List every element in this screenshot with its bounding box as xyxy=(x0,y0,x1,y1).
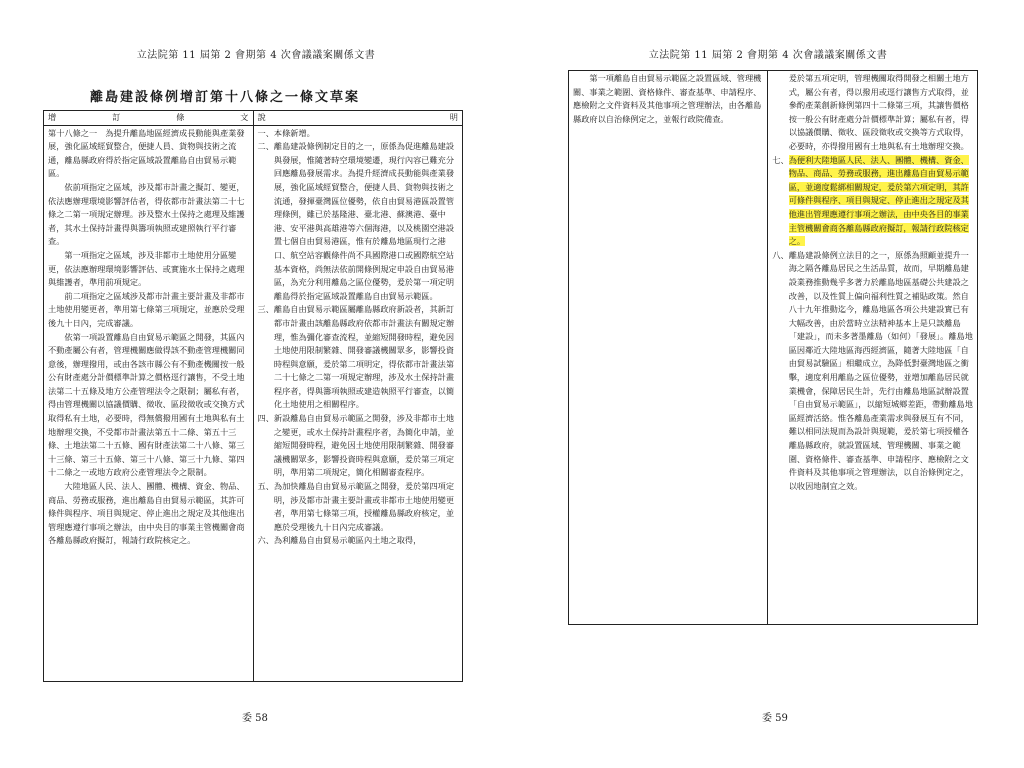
explanation-item: 五、為加快離島自由貿易示範區之開發，爰於第四項定明，涉及都市計畫主要計畫或非都市土地使用變更者，準用第七條第三項，授權離島縣政府核定，並應於受理後九十日內完成審議。 xyxy=(257,481,455,532)
explanation-item-highlighted xyxy=(772,154,973,249)
provision-paragraph: 第十八條之一 為提升離島地區經濟成長動能與產業發展，強化區域經貿整合，便捷人員、貨物與技術之流通，離島縣政府得於指定區域設置離島自由貿易示範區。 xyxy=(48,127,245,179)
page-number-left: 委 58 xyxy=(242,713,268,724)
provision-header-char: 文 xyxy=(240,112,249,122)
explanation-header-char: 明 xyxy=(449,112,458,122)
provision-paragraph: 第一項離島自由貿易示範區之設置區域、管理機關、事業之範圍、資格條件、審查基準、申請程序、應檢附之文件資料及其他事項之管理辦法，由各離島縣政府以自治條例定之，並報行政院備查。 xyxy=(573,73,762,124)
item-marker: 七、 xyxy=(772,154,789,165)
explanation-header-char: 說 xyxy=(257,112,266,122)
provision-text-cell xyxy=(44,125,254,681)
explanation-item: 四、新設離島自由貿易示範區之開發，涉及非都市土地之變更，或水土保持計畫程序者，為簡化申請，並縮短開發時程，避免因土地使用限制繁雜、開發審議機關眾多，影響投資時程與意願，爰於第三項定明，準用第二項規定，簡化相關審查程序。 xyxy=(257,413,455,478)
provision-column-header xyxy=(44,111,254,126)
page-number-right: 委 59 xyxy=(762,713,788,724)
bill-table-right xyxy=(568,70,978,625)
explanation-item: 六、為利離島自由貿易示範區內土地之取得， xyxy=(257,535,422,546)
provision-paragraph: 前二項指定之區域涉及都市計畫主要計畫及非都市土地使用變更者，準用第七條第三項規定，並應於受理後九十日內，完成審議。 xyxy=(48,290,245,328)
explanation-item: 一、本條新增。 xyxy=(257,127,315,138)
bill-table-left xyxy=(43,110,463,682)
explanation-column-header xyxy=(253,111,463,126)
provision-paragraph: 依第一項設置離島自由貿易示範區之開發，其區內不動產屬公有者，管理機關應做得該不動產管理機關同意後，辦理撥用，或由各該市縣公有不動產機關按一般公有財產處分計價標準計算之價格逕行讓售，不受土地法第二十五條及地方公產管理法令之限制；屬私有者，得由管理機關以協議價購、徵收、區段徵收或交換方式取得私有土地，必要時，得無償撥用國有土地與私有土地辦理交換，不受都市計畫法第五十二條、第五十三條、土地法第二十五條、國有財產法第二十八條、第三十三條、第三十五條、第三十八條、第三十九條、第四十二條之一或地方政府公產管理法令之限制。 xyxy=(48,331,245,478)
explanation-item: 八、離島建設條例立法目的之一，原係為照顧並提升一海之隔各離島居民之生活品質，故而，早期離島建設業務推動幾乎多著力於離島地區基礎公共建設之改善，以及性質上偏向福利性質之補貼政策。然自八十九年推動迄今，離島地區各項公共建設實已有大幅改善，由於當時立法精神基本上是只談離島「建設」，而未多著墨離島（如何）「發展」。離島地區因鄰近大陸地區海西經濟區，隨著大陸地區「自由貿易試驗區」相繼成立，為降低對臺灣地區之衝擊，適度利用離島之區位優勢，並增加離島居民就業機會，保障居民生計，先行由離島地區試辦設置「自由貿易示範區」，以縮短城鄉差距，帶動離島地區經濟活絡。惟各離島產業需求與發展互有不同，難以相同法規而為設計與規範，爰於第七項授權各離島縣政府，就設置區域、管理機關、事業之範圍、資格條件、審查基準、申請程序、應檢附之文件資料及其他事項之管理辦法，以自治條例定之，以收因地制宜之效。 xyxy=(772,249,973,491)
provision-text-cell xyxy=(569,71,768,625)
explanation-item: 二、離島建設條例制定目的之一，原係為促進離島建設與發展，惟隨著時空環境變遷，現行內容已難充分回應離島發展需求。為提升經濟成長動能與產業發展，強化區域經貿整合，便捷人員、貨物與技術之流通，發揮臺灣區位優勢，依自由貿易港區設置管理條例，雖已於基隆港、臺北港、蘇澳港、臺中港、安平港與高雄港等六個海港，以及桃園空港設置七個自由貿易港區，惟有於離島地區現行之港口、航空站容觀條件尚不具國際港口或國際航空站基本資格，尚無法依前開條例規定申設自由貿易港區，為充分利用離島之區位優勢，爰於第一項定明離島得於指定區域設置離島自由貿易示範區。 xyxy=(257,141,455,301)
provision-paragraph: 依前項指定之區域，涉及都市計畫之擬訂、變更，依法應辦理環境影響評估者，得依都市計畫法第二十七條之二第一項規定辦理。涉及整水土保持之處理及維護者，其水土保持計畫得與籌項執照或建照執行平行審查。 xyxy=(48,181,245,247)
provision-header-char: 增 xyxy=(48,112,57,122)
highlighted-text: 為便利大陸地區人民、法人、團體、機構、資金、物品、商品、勞務或服務，進出離島自由貿易示範區，並適度鬆綁相關規定，爰於第六項定明，其許可條件與程序、項目與規定、停止進出之規定及其他進出管理應遵行事項之辦法，由中央各目的事業主管機關會商各離島縣政府擬訂，報請行政院核定之。 xyxy=(788,154,969,247)
document-title: 離島建設條例增訂第十八條之一條文草案 xyxy=(90,90,361,105)
explanation-continuation: 爰於第五項定明，管理機關取得開發之相關土地方式，屬公有者，得以撥用或逕行讓售方式取得，並參酌產業創新條例第四十二條第三項，其讓售價格按一般公有財產處分計價標準計算；屬私有者，得以協議價購、徵收、區段徵收或交換等方式取得，必要時，亦得撥用國有土地與私有土地辦理交換。 xyxy=(788,73,969,151)
explanation-item: 三、離島自由貿易示範區屬離島縣政府新設者，其新訂都市計畫由該離島縣政府依都市計畫法有關規定辦理，惟為彌化審查流程，並縮短開發時程，避免因土地使用限制繁雜、開發審議機關眾多，影響投資時程與意願，爰於第二項明定，得依都市計畫法第二十七條之二第一項規定辦理，涉及水土保持計畫程序者，得與籌項執照或建造執照平行審查，以簡化土地使用之相關程序。 xyxy=(257,304,455,410)
provision-header-char: 條 xyxy=(176,112,185,122)
right-page xyxy=(512,0,1024,768)
provision-header-char: 訂 xyxy=(112,112,121,122)
provision-paragraph: 大陸地區人民、法人、團體、機構、資金、物品、商品、勞務或服務，進出離島自由貿易示範區，其許可條件與程序、項目與規定、停止進出之規定及其他進出管理應遵行事項之辦法，由中央目的事業主管機關會商各離島縣政府擬訂，報請行政院核定之。 xyxy=(48,481,245,546)
explanation-text-cell xyxy=(768,71,978,625)
running-header-right: 立法院第 11 屆第 2 會期第 4 次會議議案關係文書 xyxy=(648,50,888,61)
running-header-left: 立法院第 11 屆第 2 會期第 4 次會議議案關係文書 xyxy=(136,50,376,61)
provision-paragraph: 第一項指定之區域，涉及非都市土地使用分區變更，依法應辦理環境影響評估、或實施水土保持之處理與維護者，準用前項規定。 xyxy=(48,249,245,288)
explanation-text-cell xyxy=(253,125,463,681)
